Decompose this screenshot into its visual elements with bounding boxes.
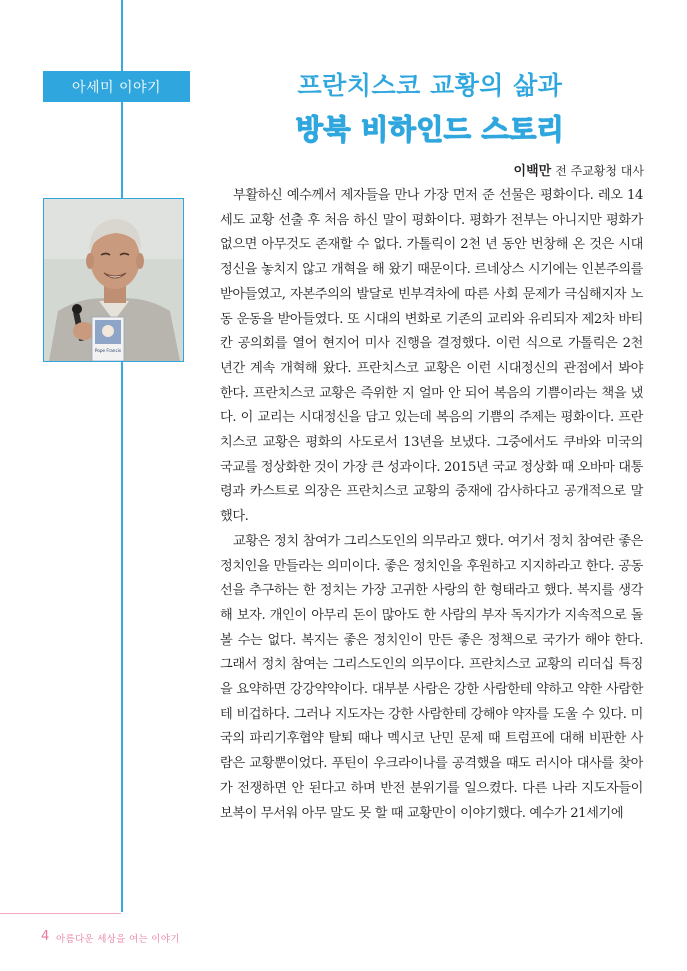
author-photo-illustration xyxy=(44,199,183,361)
article-paragraph-2: 교황은 정치 참여가 그리스도인의 의무라고 했다. 여기서 정치 참여란 좋은 정치인을 만들라는 의미이다. 좋은 정치인을 후원하고 지지하라고 한다. 공동선을 추구하는 한 정치는 가장 고귀한 사랑의 한 형태라고 했다. 복지를 생각해 보자. 개인이 아무리 돈이 많아도 한 사람의 부자 독지가가 지속적으로 돌볼 수는 없다. 복지는 좋은 정치인이 만든 좋은 정책으로 국가가 해야 한다. 그래서 정치 참여는 그리스도인의 의무이다. 프란치스코 교황의 리더십 특징을 요약하면 강강약약이다. 대부분 사람은 강한 사람한테 약하고 약한 사람한테 비겁하다. 그러나 지도자는 강한 사람한테 강해야 약자를 도울 수 있다. 미국의 파리기후협약 탈퇴 때나 멕시코 난민 문제 때 트럼프에 대해 비판한 사람은 교황뿐이었다. 푸틴이 우크라이나를 공격했을 때도 러시아 대사를 찾아가 전쟁하면 안 된다고 하며 반전 분위기를 일으켰다. 다른 나라 지도자들이 보복이 무서워 아무 말도 못 할 때 교황만이 이야기했다. 예수가 21세기에 xyxy=(220,533,643,821)
author-photo xyxy=(43,198,184,362)
footer-rule xyxy=(0,913,121,914)
article-body xyxy=(220,184,643,826)
article-paragraph-1: 부활하신 예수께서 제자들을 만나 가장 먼저 준 선물은 평화이다. 레오 14세도 교황 선출 후 처음 하신 말이 평화이다. 평화가 전부는 아니지만 평화가 없으면 아무것도 존재할 수 없다. 가톨릭이 2천 년 동안 번창해 온 것은 시대정신을 놓치지 않고 개혁을 해 왔기 때문이다. 르네상스 시기에는 인본주의를 받아들였고, 자본주의의 발달로 빈부격차에 따른 사회 문제가 극심해지자 노동 운동을 받아들였다. 또 시대의 변화로 기존의 교리와 유리되자 제2차 바티칸 공의회를 열어 현지어 미사 진행을 결정했다. 이런 식으로 가톨릭은 2천 년간 계속 개혁해 왔다. 프란치스코 교황은 이런 시대정신의 관점에서 봐야 한다. 프란치스코 교황은 즉위한 지 얼마 안 되어 복음의 기쁨이라는 책을 냈다. 이 교리는 시대정신을 담고 있는데 복음의 기쁨의 주제는 평화이다. 프란치스코 교황은 평화의 사도로서 13년을 보냈다. 그중에서도 쿠바와 미국의 국교를 정상화한 것이 가장 큰 성과이다. 2015년 국교 정상화 때 오바마 대통령과 카스트로 의장은 프란치스코 교황의 중재에 감사하다고 공개적으로 말했다. xyxy=(220,188,643,525)
book-cover-text: Pope Francis xyxy=(94,348,122,353)
article-title-line1: 프란치스코 교황의 삶과 xyxy=(297,71,563,100)
article-title-line2: 방북 비하인드 스토리 xyxy=(295,113,565,146)
section-tag: 아세미 이야기 xyxy=(43,71,190,102)
author-name: 이백만 xyxy=(513,164,552,179)
byline xyxy=(514,160,644,179)
vertical-rule xyxy=(121,0,123,912)
page-number: 4 xyxy=(41,929,50,944)
author-role: 전 주교황청 대사 xyxy=(555,164,644,178)
magazine-name: 아름다운 세상을 여는 이야기 xyxy=(56,934,180,945)
